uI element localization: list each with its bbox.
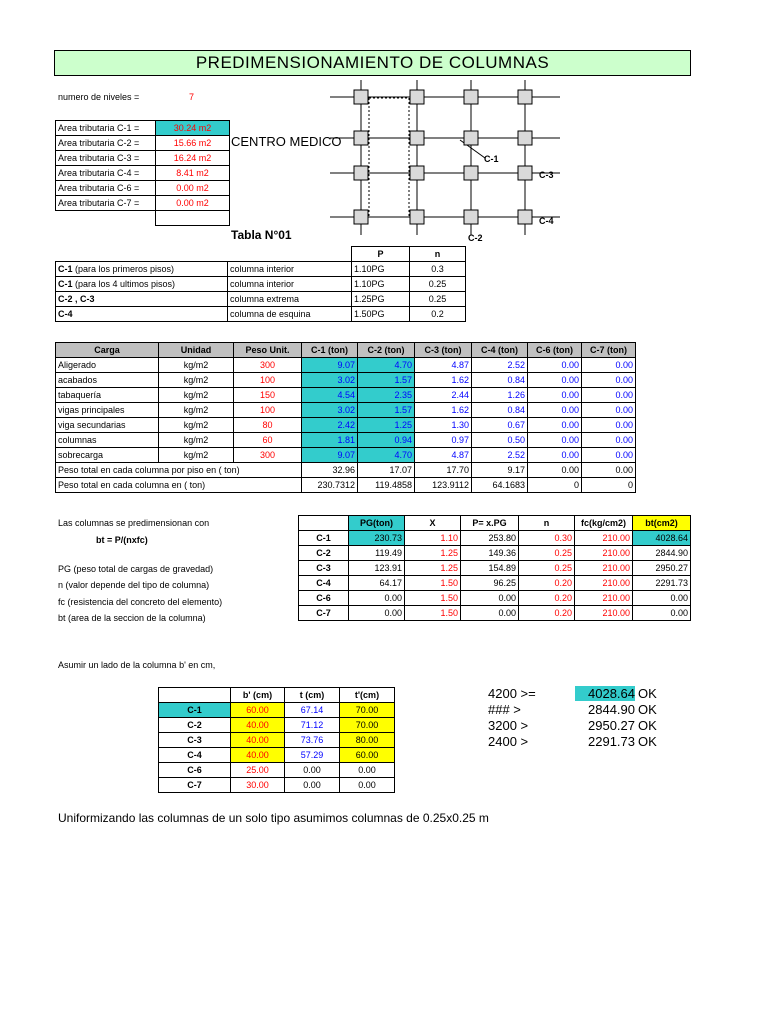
tabla-column-note: (para los 4 ultimos pisos): [72, 279, 176, 289]
cargas-total-value: 0.00: [582, 463, 636, 478]
carga-value: 0.00: [582, 358, 636, 373]
bt-row: [159, 733, 395, 748]
bt-header: b' (cm): [231, 688, 285, 703]
check-value: 2950.27: [588, 718, 635, 733]
bt-row: [159, 763, 395, 778]
cargas-header-row: [56, 343, 636, 358]
plan-column-mark: [464, 90, 478, 104]
pg-column-id: C-1: [299, 531, 349, 546]
bt-value: 0.00: [340, 778, 395, 793]
area-value: 30.24 m2: [156, 121, 230, 136]
niveles-label: numero de niveles =: [58, 92, 140, 102]
tabla-01: [55, 246, 466, 322]
cargas-header: C-7 (ton): [582, 343, 636, 358]
carga-value: 0.84: [472, 403, 528, 418]
plan-column-mark: [464, 131, 478, 145]
cargas-total-label: Peso total en cada columna por piso en ( ton): [56, 463, 302, 478]
area-empty: [156, 211, 230, 226]
carga-value: 0.00: [528, 388, 582, 403]
cargas-total-value: 0: [528, 478, 582, 493]
carga-value: 100: [234, 373, 302, 388]
area-label: Area tributaria C-4 =: [56, 166, 156, 181]
tabla-tipo: columna interior: [228, 277, 352, 292]
tabla-n: 0.2: [410, 307, 466, 322]
carga-value: kg/m2: [159, 403, 234, 418]
check-value: 4028.64: [575, 686, 635, 701]
bt-value: 0.00: [340, 763, 395, 778]
pg-column-id: C-2: [299, 546, 349, 561]
tabla-n: 0.25: [410, 292, 466, 307]
bt-row: [159, 718, 395, 733]
cargas-table: [55, 342, 636, 493]
pg-value: 2291.73: [633, 576, 691, 591]
carga-value: 300: [234, 448, 302, 463]
pg-header: [299, 516, 349, 531]
pg-value: 0.00: [349, 606, 405, 621]
carga-value: 0.84: [472, 373, 528, 388]
pg-row: [299, 531, 691, 546]
pg-value: 2844.90: [633, 546, 691, 561]
check-limit: 2400 >: [488, 734, 529, 749]
bt-value: 60.00: [340, 748, 395, 763]
pg-header: fc(kg/cm2): [575, 516, 633, 531]
carga-value: 2.35: [358, 388, 415, 403]
tabla-column-id: C-1: [58, 279, 73, 289]
carga-value: 0.00: [582, 418, 636, 433]
pg-value: 96.25: [461, 576, 519, 591]
carga-value: 0.00: [528, 433, 582, 448]
bt-column-id: C-3: [159, 733, 231, 748]
carga-value: 100: [234, 403, 302, 418]
tabla-row: [56, 307, 466, 322]
plan-column-mark: [518, 210, 532, 224]
pg-value: 0.30: [519, 531, 575, 546]
carga-label: vigas principales: [56, 403, 159, 418]
bt-column-id: C-7: [159, 778, 231, 793]
pg-value: 119.49: [349, 546, 405, 561]
pg-header: X: [405, 516, 461, 531]
area-row: [56, 196, 230, 211]
page-title: PREDIMENSIONAMIENTO DE COLUMNAS: [54, 50, 691, 76]
tabla-row: [56, 262, 466, 277]
tabla-column-type: [56, 292, 228, 307]
carga-value: kg/m2: [159, 373, 234, 388]
column-plan-diagram: [330, 80, 560, 245]
bt-value: 60.00: [231, 703, 285, 718]
bt-header-row: [159, 688, 395, 703]
area-row: [56, 136, 230, 151]
bt-value: 71.12: [285, 718, 340, 733]
tabla-empty: [228, 247, 352, 262]
plan-column-mark: [410, 166, 424, 180]
pg-row: [299, 546, 691, 561]
pg-value: 1.50: [405, 606, 461, 621]
cargas-total-value: 17.07: [358, 463, 415, 478]
carga-value: 2.52: [472, 358, 528, 373]
pg-value: 123.91: [349, 561, 405, 576]
centro-medico-label: CENTRO MEDICO: [231, 134, 342, 149]
check-limit: 4200 >=: [488, 686, 536, 701]
cargas-total-piso-row: [56, 463, 636, 478]
pg-value: 0.00: [461, 591, 519, 606]
pg-value: 1.25: [405, 546, 461, 561]
area-table: [55, 120, 230, 226]
pg-column-id: C-7: [299, 606, 349, 621]
cargas-row: [56, 418, 636, 433]
pg-value: 0.20: [519, 591, 575, 606]
carga-value: 1.30: [415, 418, 472, 433]
cargas-total-row: [56, 478, 636, 493]
pg-header: n: [519, 516, 575, 531]
carga-value: 4.87: [415, 448, 472, 463]
area-empty: [56, 211, 156, 226]
cargas-row: [56, 388, 636, 403]
pg-value: 0.25: [519, 561, 575, 576]
bt-value: 70.00: [340, 718, 395, 733]
bt-column-id: C-4: [159, 748, 231, 763]
tabla-p: 1.10PG: [352, 277, 410, 292]
plan-column-mark: [354, 166, 368, 180]
tabla-header-row: [56, 247, 466, 262]
carga-value: 4.70: [358, 358, 415, 373]
plan-column-mark: [354, 131, 368, 145]
carga-value: 9.07: [302, 448, 358, 463]
check-ok: OK: [638, 702, 657, 717]
bt-header: [159, 688, 231, 703]
area-value: 16.24 m2: [156, 151, 230, 166]
tabla-row: [56, 277, 466, 292]
plan-column-mark: [354, 90, 368, 104]
pg-value: 210.00: [575, 531, 633, 546]
cargas-total-value: 123.9112: [415, 478, 472, 493]
plan-column-mark: [464, 210, 478, 224]
plan-column-mark: [518, 131, 532, 145]
pg-value: 1.50: [405, 576, 461, 591]
pg-value: 0.00: [633, 591, 691, 606]
cargas-header: C-1 (ton): [302, 343, 358, 358]
tabla-p: 1.25PG: [352, 292, 410, 307]
carga-label: acabados: [56, 373, 159, 388]
bt-value: 40.00: [231, 748, 285, 763]
pg-header: P= x.PG: [461, 516, 519, 531]
area-row: [56, 181, 230, 196]
carga-value: 0.00: [582, 433, 636, 448]
pg-header-row: [299, 516, 691, 531]
bt-column-id: C-1: [159, 703, 231, 718]
carga-value: 60: [234, 433, 302, 448]
pg-value: 2950.27: [633, 561, 691, 576]
area-row: [56, 166, 230, 181]
carga-value: 0.50: [472, 433, 528, 448]
carga-value: kg/m2: [159, 358, 234, 373]
note-bt: bt (area de la seccion de la columna): [58, 613, 206, 623]
carga-value: 0.00: [528, 403, 582, 418]
area-value: 8.41 m2: [156, 166, 230, 181]
note-pg: PG (peso total de cargas de gravedad): [58, 564, 214, 574]
bt-row: [159, 703, 395, 718]
cargas-total-label: Peso total en cada columna en ( ton): [56, 478, 302, 493]
note-fc: fc (resistencia del concreto del elemento): [58, 597, 223, 607]
bt-table: [158, 687, 395, 793]
pg-value: 0.20: [519, 576, 575, 591]
bt-value: 73.76: [285, 733, 340, 748]
tabla-empty: [56, 247, 228, 262]
pg-value: 4028.64: [633, 531, 691, 546]
carga-label: tabaquería: [56, 388, 159, 403]
check-value: 2291.73: [588, 734, 635, 749]
note-formula: bt = P/(nxfc): [96, 535, 148, 545]
cargas-total-value: 119.4858: [358, 478, 415, 493]
area-value: 0.00 m2: [156, 196, 230, 211]
tabla-column-id: C-1: [58, 264, 73, 274]
carga-value: kg/m2: [159, 448, 234, 463]
check-ok: OK: [638, 734, 657, 749]
carga-value: 1.57: [358, 403, 415, 418]
bt-header: t'(cm): [340, 688, 395, 703]
check-value: 2844.90: [588, 702, 635, 717]
pg-value: 149.36: [461, 546, 519, 561]
plan-label-c1: C-1: [484, 154, 499, 164]
pg-value: 64.17: [349, 576, 405, 591]
carga-value: 0.94: [358, 433, 415, 448]
tabla-tipo: columna interior: [228, 262, 352, 277]
pg-column-id: C-3: [299, 561, 349, 576]
carga-value: 300: [234, 358, 302, 373]
carga-value: kg/m2: [159, 433, 234, 448]
carga-value: 0.67: [472, 418, 528, 433]
area-row-empty: [56, 211, 230, 226]
pg-value: 0.00: [633, 606, 691, 621]
area-value: 0.00 m2: [156, 181, 230, 196]
area-label: Area tributaria C-1 =: [56, 121, 156, 136]
cargas-header: C-3 (ton): [415, 343, 472, 358]
cargas-total-value: 230.7312: [302, 478, 358, 493]
tabla-tipo: columna extrema: [228, 292, 352, 307]
tabla-column-type: [56, 307, 228, 322]
pg-value: 1.25: [405, 561, 461, 576]
carga-value: 3.02: [302, 403, 358, 418]
pg-column-id: C-6: [299, 591, 349, 606]
cargas-header: C-4 (ton): [472, 343, 528, 358]
carga-value: 0.00: [582, 373, 636, 388]
carga-label: viga secundarias: [56, 418, 159, 433]
carga-value: 0.97: [415, 433, 472, 448]
cargas-header: Unidad: [159, 343, 234, 358]
plan-column-mark: [518, 90, 532, 104]
pg-header: bt(cm2): [633, 516, 691, 531]
cargas-row: [56, 448, 636, 463]
cargas-header: Peso Unit.: [234, 343, 302, 358]
tabla-column-note: (para los primeros pisos): [72, 264, 175, 274]
carga-value: kg/m2: [159, 418, 234, 433]
tabla-row: [56, 292, 466, 307]
pg-value: 210.00: [575, 606, 633, 621]
bt-value: 80.00: [340, 733, 395, 748]
check-ok: OK: [638, 718, 657, 733]
bt-value: 25.00: [231, 763, 285, 778]
cargas-row: [56, 373, 636, 388]
plan-column-mark: [410, 210, 424, 224]
carga-value: 2.52: [472, 448, 528, 463]
pg-value: 0.25: [519, 546, 575, 561]
tabla-n: 0.3: [410, 262, 466, 277]
carga-label: Aligerado: [56, 358, 159, 373]
plan-column-mark: [518, 166, 532, 180]
pg-value: 0.20: [519, 606, 575, 621]
carga-value: 0.00: [528, 448, 582, 463]
cargas-total-value: 9.17: [472, 463, 528, 478]
carga-label: columnas: [56, 433, 159, 448]
pg-column-id: C-4: [299, 576, 349, 591]
cargas-total-value: 64.1683: [472, 478, 528, 493]
carga-value: 2.44: [415, 388, 472, 403]
carga-value: 1.26: [472, 388, 528, 403]
bt-header: t (cm): [285, 688, 340, 703]
area-label: Area tributaria C-6 =: [56, 181, 156, 196]
carga-value: 4.70: [358, 448, 415, 463]
bt-value: 30.00: [231, 778, 285, 793]
bt-column-id: C-2: [159, 718, 231, 733]
check-limit: ### >: [488, 702, 521, 717]
plan-label-c2: C-2: [468, 233, 483, 243]
area-label: Area tributaria C-3 =: [56, 151, 156, 166]
cargas-row: [56, 358, 636, 373]
bt-value: 0.00: [285, 778, 340, 793]
carga-value: 4.54: [302, 388, 358, 403]
tabla-p: 1.10PG: [352, 262, 410, 277]
note-n: n (valor depende del tipo de columna): [58, 580, 210, 590]
pg-value: 0.00: [461, 606, 519, 621]
bt-value: 67.14: [285, 703, 340, 718]
pg-row: [299, 606, 691, 621]
plan-column-mark: [354, 210, 368, 224]
plan-column-mark: [410, 131, 424, 145]
cargas-total-value: 17.70: [415, 463, 472, 478]
niveles-value: 7: [189, 92, 195, 102]
cargas-header: C-2 (ton): [358, 343, 415, 358]
carga-value: kg/m2: [159, 388, 234, 403]
cargas-total-value: 0.00: [528, 463, 582, 478]
bt-value: 40.00: [231, 733, 285, 748]
pg-value: 0.00: [349, 591, 405, 606]
check-limit: 3200 >: [488, 718, 529, 733]
carga-value: 0.00: [582, 403, 636, 418]
cargas-total-value: 0: [582, 478, 636, 493]
area-row: [56, 151, 230, 166]
cargas-header: C-6 (ton): [528, 343, 582, 358]
asumir-text: Asumir un lado de la columna b' en cm,: [58, 660, 216, 670]
carga-value: 4.87: [415, 358, 472, 373]
conclusion-text: Uniformizando las columnas de un solo tipo asumimos columnas de 0.25x0.25 m: [58, 811, 489, 825]
plan-column-mark: [464, 166, 478, 180]
carga-value: 9.07: [302, 358, 358, 373]
carga-label: sobrecarga: [56, 448, 159, 463]
pg-header: PG(ton): [349, 516, 405, 531]
tabla-column-id: C-2 , C-3: [58, 294, 95, 304]
pg-value: 230.73: [349, 531, 405, 546]
carga-value: 150: [234, 388, 302, 403]
carga-value: 1.25: [358, 418, 415, 433]
carga-value: 1.57: [358, 373, 415, 388]
carga-value: 1.62: [415, 403, 472, 418]
tabla-tipo: columna de esquina: [228, 307, 352, 322]
cargas-header: Carga: [56, 343, 159, 358]
pg-row: [299, 591, 691, 606]
carga-value: 0.00: [528, 358, 582, 373]
pg-row: [299, 561, 691, 576]
area-label: Area tributaria C-7 =: [56, 196, 156, 211]
pg-value: 154.89: [461, 561, 519, 576]
plan-column-mark: [410, 90, 424, 104]
carga-value: 3.02: [302, 373, 358, 388]
bt-value: 40.00: [231, 718, 285, 733]
carga-value: 1.81: [302, 433, 358, 448]
carga-value: 2.42: [302, 418, 358, 433]
pg-value: 253.80: [461, 531, 519, 546]
carga-value: 0.00: [528, 418, 582, 433]
carga-value: 0.00: [528, 373, 582, 388]
area-row: [56, 121, 230, 136]
tabla-header-n: n: [410, 247, 466, 262]
bt-value: 0.00: [285, 763, 340, 778]
pg-value: 210.00: [575, 576, 633, 591]
bt-column-id: C-6: [159, 763, 231, 778]
tabla-column-type: [56, 262, 228, 277]
tabla-column-id: C-4: [58, 309, 73, 319]
tabla-column-type: [56, 277, 228, 292]
tabla-p: 1.50PG: [352, 307, 410, 322]
pg-value: 210.00: [575, 591, 633, 606]
check-ok: OK: [638, 686, 657, 701]
bt-row: [159, 778, 395, 793]
pg-value: 1.10: [405, 531, 461, 546]
bt-row: [159, 748, 395, 763]
tabla-n: 0.25: [410, 277, 466, 292]
tabla-header-p: P: [352, 247, 410, 262]
note-line-1: Las columnas se predimensionan con: [58, 518, 210, 528]
pg-value: 210.00: [575, 561, 633, 576]
area-value: 15.66 m2: [156, 136, 230, 151]
plan-label-c4: C-4: [539, 216, 554, 226]
plan-label-c3: C-3: [539, 170, 554, 180]
carga-value: 80: [234, 418, 302, 433]
cargas-row: [56, 403, 636, 418]
area-label: Area tributaria C-2 =: [56, 136, 156, 151]
pg-row: [299, 576, 691, 591]
carga-value: 0.00: [582, 388, 636, 403]
pg-value: 210.00: [575, 546, 633, 561]
bt-value: 70.00: [340, 703, 395, 718]
pg-value: 1.50: [405, 591, 461, 606]
bt-value: 57.29: [285, 748, 340, 763]
cargas-total-value: 32.96: [302, 463, 358, 478]
carga-value: 1.62: [415, 373, 472, 388]
pg-table: [298, 515, 691, 621]
carga-value: 0.00: [582, 448, 636, 463]
cargas-row: [56, 433, 636, 448]
tabla-title: Tabla N°01: [231, 228, 292, 242]
